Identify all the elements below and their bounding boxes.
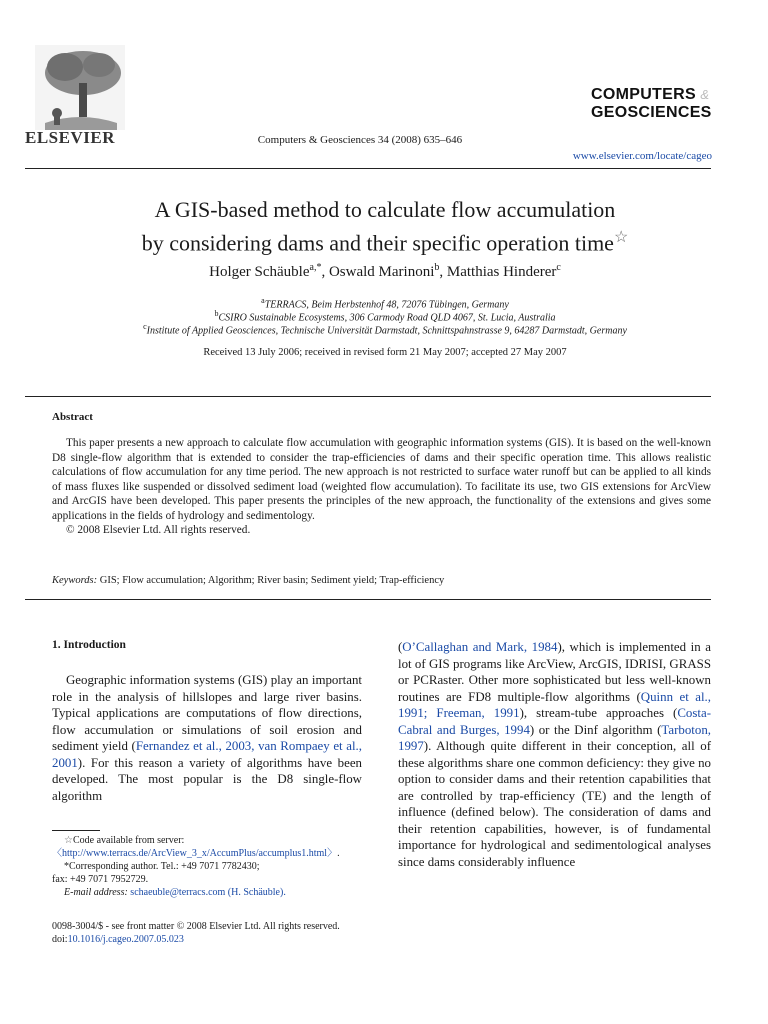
affiliation <box>40 322 730 336</box>
doi-label: doi: <box>52 934 68 945</box>
citation-link[interactable]: Fernandez et al., 2003, van Rompaey et al., 2001 <box>52 739 362 770</box>
footnote-star-icon: ☆ <box>64 835 73 846</box>
intro-text: ) or the Dinf algorithm ( <box>529 722 662 737</box>
author-list <box>40 262 730 281</box>
email-link[interactable]: schaeuble@terracs.com (H. Schäuble). <box>130 887 286 898</box>
footnote-rule <box>52 830 100 831</box>
journal-logo-line2: GEOSCIENCES <box>591 104 712 121</box>
citation-link[interactable]: O’Callaghan and Mark, 1984 <box>402 640 558 654</box>
keywords <box>52 575 444 586</box>
affiliation-text: TERRACS, Beim Herbstenhof 48, 72076 Tübingen, Germany <box>264 299 509 311</box>
author-name: Holger Schäuble <box>209 264 310 280</box>
journal-logo-amp: & <box>700 87 710 102</box>
footnote-code-text: Code available from server: <box>72 835 185 846</box>
abstract-copyright: © 2008 Elsevier Ltd. All rights reserved. <box>66 524 251 536</box>
intro-left-column <box>52 672 362 804</box>
article-title <box>40 196 730 257</box>
title-line-1: A GIS-based method to calculate flow accumulation <box>154 197 616 222</box>
footnotes <box>52 834 372 899</box>
author-separator: , <box>439 264 447 280</box>
publisher-wordmark: ELSEVIER <box>25 128 115 147</box>
affiliation-sup: b <box>214 309 219 318</box>
abstract-text: This paper presents a new approach to calculate flow accumulation with geographic information systems (GIS). It is based on the well-known D8 single-flow algorithm that is extended to consider the trap-efficiencies of dams and their specific operation time. This allows realistic calculations of flow accumulation for any time period. The new approach is not restricted to surface water runoff but can be applied to all kinds of mass fluxes like suspended or dissolved sediment load (weighted flow accumulation). To facilitate its use, two GIS extensions for ArcView and ArcGIS have been developed. This paper presents the principles of the new approach, the functionality of the extensions and gives some applications in the fields of hydrology and sedimentology. <box>52 437 711 522</box>
intro-text: Geographic information systems (GIS) play an important role in the analysis of hillslopes and large river basins. Typical applications are computations of flow directions, flow accumulation or simulations of soil erosion and sediment yield ( <box>52 673 362 753</box>
elsevier-tree-logo <box>35 45 125 130</box>
affiliation-text: Institute of Applied Geosciences, Technische Universität Darmstadt, Schnittspahnstrasse 9, 64287 Darmstadt, Germany <box>146 325 627 337</box>
abstract-body <box>52 436 711 538</box>
keywords-label: Keywords: <box>52 575 98 586</box>
author-name: Oswald Marinoni <box>328 264 435 280</box>
journal-url-link[interactable]: www.elsevier.com/locate/cageo <box>572 150 712 162</box>
journal-reference: Computers & Geosciences 34 (2008) 635–646 <box>257 134 463 146</box>
intro-right-column: (O’Callaghan and Mark, 1984), which is implemented in a lot of GIS programs like ArcView, ArcGIS, IDRISI, GRASS or PCRaster. Other more sophisticated but less well-known routines are FD8 multiple-flow algorithms (Quinn et al., 1991; Freeman, 1991), stream-tube approaches (Costa-Cabral and Burges, 1994) or the Dinf algorithm (Tarboton, 1997). Although quite different in their conception, all of these algorithms share one common deficiency: they give no option to consider dams and their retention capabilities that are controlled by trap-efficiency (TE) and the length of influence (defined below). The consideration of dams and their retention capabilities, however, is of fundamental importance for hydrological and sedimentological analyses since dams considerably influence <box>398 640 711 869</box>
citation-link[interactable]: Quinn et al., 1991; Freeman, 1991 <box>398 689 711 720</box>
doi-link[interactable]: 10.1016/j.cageo.2007.05.023 <box>67 934 184 945</box>
front-matter-info <box>52 920 340 946</box>
footnote-punct: . <box>337 848 340 859</box>
intro-text: ). Although quite different in their conception, all of these algorithms share one common deficiency: they give no option to consider dams and their retention capabilities that are controlled by trap-efficiency (TE) and the length of influence (defined below). The consideration of dams and their retention capabilities, however, is of fundamental importance for hydrological and sedimentological analyses since dams considerably influence <box>398 739 711 869</box>
intro-text: ), stream-tube approaches ( <box>519 706 678 720</box>
citation-link[interactable]: Tarboton, 1997 <box>398 722 711 753</box>
intro-text: ), which is implemented in a lot of GIS programs like ArcView, ArcGIS, IDRISI, GRASS or PCRaster. Other more sophisticated but less well-known routines are FD8 multiple-flow algorithms ( <box>398 640 711 704</box>
author-separator: , <box>321 264 329 280</box>
abstract-top-divider <box>25 396 711 397</box>
journal-logo <box>591 86 712 122</box>
email-label: E-mail address: <box>64 887 128 898</box>
issn-line: 0098-3004/$ - see front matter © 2008 Elsevier Ltd. All rights reserved. <box>52 921 340 932</box>
affiliation-sup: c <box>143 322 147 331</box>
abstract-heading: Abstract <box>52 411 93 423</box>
footnote-fax: fax: +49 7071 7952729. <box>52 874 149 885</box>
header-divider <box>25 168 711 169</box>
journal-logo-line1: COMPUTERS <box>591 86 696 103</box>
title-footnote-star-icon[interactable]: ☆ <box>613 229 629 246</box>
received-dates: Received 13 July 2006; received in revised form 21 May 2007; accepted 27 May 2007 <box>203 347 567 358</box>
affiliation-sup: a <box>261 296 265 305</box>
abstract-bottom-divider <box>25 599 711 600</box>
author-sup[interactable]: b <box>434 262 440 273</box>
title-line-2: by considering dams and their specific operation time <box>141 230 614 256</box>
citation-link[interactable]: Costa-Cabral and Burges, 1994 <box>398 706 711 737</box>
author-name: Matthias Hinderer <box>446 264 557 280</box>
footnote-corresponding: *Corresponding author. Tel.: +49 7071 7782430; <box>64 861 260 872</box>
author-sup[interactable]: a,* <box>309 262 322 273</box>
author-sup[interactable]: c <box>556 262 561 273</box>
affiliation-text: CSIRO Sustainable Ecosystems, 306 Carmody Road QLD 4067, St. Lucia, Australia <box>218 312 556 324</box>
intro-text: ). For this reason a variety of algorithms have been developed. The most popular is the D8 single-flow algorithm <box>52 755 362 803</box>
section-heading-introduction: 1. Introduction <box>52 639 126 651</box>
code-server-link[interactable]: 〈http://www.terracs.de/ArcView_3_x/AccumPlus/accumplus1.html〉 <box>52 848 338 859</box>
keywords-text: GIS; Flow accumulation; Algorithm; River basin; Sediment yield; Trap-efficiency <box>97 575 445 586</box>
